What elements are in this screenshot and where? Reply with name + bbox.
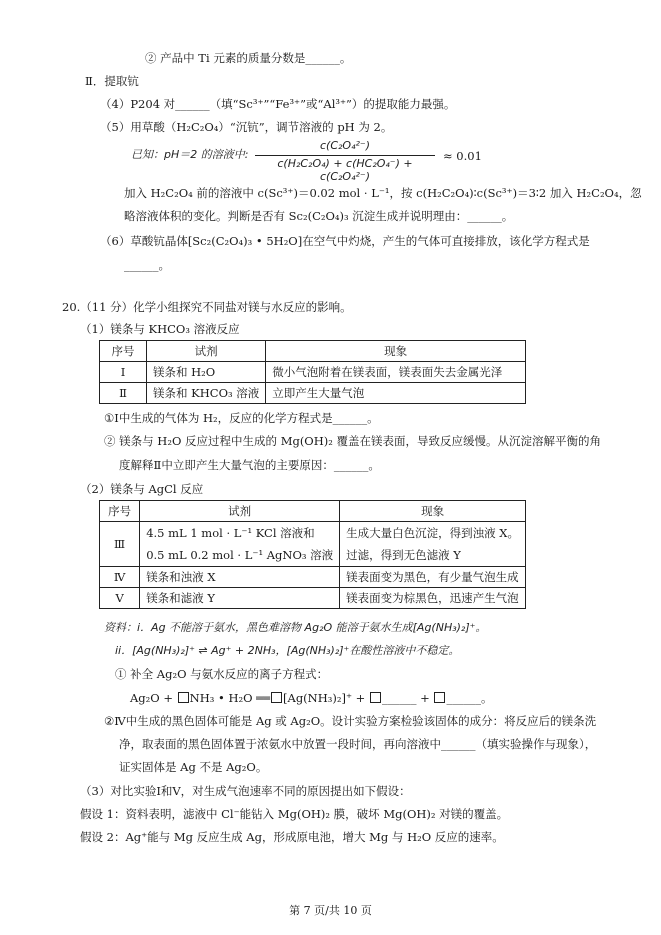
row-no: Ⅳ: [100, 567, 140, 588]
col-header-phenomenon: 现象: [340, 501, 526, 522]
q5-line-a: 加入 H₂C₂O₄ 前的溶液中 c(Sc³⁺)＝0.02 mol · L⁻¹，按 c(H₂C₂O₄)∶c(Sc³⁺)＝3∶2 加入 H₂C₂O₄，忽: [124, 186, 642, 200]
coefficient-box: [271, 692, 282, 703]
q5-line-b: 略溶液体积的变化。判断是否有 Sc₂(C₂O₄)₃ 沉淀生成并说明理由：______。: [124, 209, 514, 223]
table-row: [100, 567, 526, 588]
row-no: Ⅱ: [100, 383, 147, 404]
ionic-equation: [130, 690, 492, 706]
eq-part: ______。: [446, 691, 493, 705]
info-i: 资料：i．Ag 不能溶于氨水，黑色难溶物 Ag₂O 能溶于氨水生成[Ag(NH₃)₂]⁺。: [104, 621, 487, 634]
table-mg-agcl: [99, 500, 526, 609]
col-header-phenomenon: 现象: [266, 341, 526, 362]
p2-q2-line-a: ②Ⅳ中生成的黑色固体可能是 Ag 或 Ag₂O。设计实验方案检验该固体的成分：将反应后的镁条洗: [104, 714, 597, 728]
row-no: Ⅰ: [100, 362, 147, 383]
q-ti-mass-fraction: ② 产品中 Ti 元素的质量分数是______。: [145, 51, 352, 65]
reagent-line: 4.5 mL 1 mol · L⁻¹ KCl 溶液和: [146, 526, 315, 540]
q20-title: 20.（11 分）化学小组探究不同盐对镁与水反应的影响。: [62, 300, 352, 314]
row-phenomenon: 微小气泡附着在镁表面，镁表面失去金属光泽: [266, 362, 526, 383]
row-reagent: 镁条和浊液 X: [140, 567, 340, 588]
row-no: Ⅲ: [100, 522, 140, 567]
table-mg-khco3: [99, 340, 526, 404]
hypothesis-2: 假设 2：Ag⁺能与 Mg 反应生成 Ag，形成原电池，增大 Mg 与 H₂O 反应的速率。: [80, 830, 504, 844]
info-ii: ii．[Ag(NH₃)₂]⁺ ⇌ Ag⁺ + 2NH₃，[Ag(NH₃)₂]⁺在酸性溶液中不稳定。: [115, 644, 460, 657]
eq-part: NH₃ • H₂O ══: [189, 691, 271, 705]
hypothesis-1: 假设 1：资料表明，滤液中 Cl⁻能钻入 Mg(OH)₂ 膜，破坏 Mg(OH)₂ 对镁的覆盖。: [80, 807, 509, 821]
col-header-no: 序号: [100, 341, 147, 362]
p1-q2-line-b: 度解释Ⅱ中立即产生大量气泡的主要原因：______。: [119, 458, 380, 472]
row-phenomenon: 立即产生大量气泡: [266, 383, 526, 404]
coefficient-box: [178, 692, 189, 703]
q6-line-b: ______。: [124, 258, 170, 272]
phenomenon-line: 生成大量白色沉淀，得到浊液 X。: [346, 526, 519, 540]
row-no: Ⅴ: [100, 588, 140, 609]
col-header-reagent: 试剂: [140, 501, 340, 522]
p2-q1: ① 补全 Ag₂O 与氨水反应的离子方程式：: [115, 667, 329, 681]
row-reagent: 镁条和 KHCO₃ 溶液: [147, 383, 266, 404]
row-phenomenon: [340, 522, 526, 567]
p1-q1: ①Ⅰ中生成的气体为 H₂，反应的化学方程式是______。: [104, 411, 379, 425]
eq-part: Ag₂O +: [130, 691, 177, 705]
phenomenon-line: 过滤，得到无色滤液 Y: [346, 548, 461, 562]
p2-q2-line-c: 证实固体是 Ag 不是 Ag₂O。: [119, 760, 268, 774]
col-header-no: 序号: [100, 501, 140, 522]
approx-value: ≈ 0.01: [443, 149, 482, 163]
q4-text: （4）P204 对______（填“Sc³⁺”“Fe³⁺”或“Al³⁺”）的提取能力最强。: [100, 97, 456, 111]
eq-part: [Ag(NH₃)₂]⁺ +: [283, 691, 369, 705]
section-ii-title: Ⅱ．提取钪: [85, 74, 139, 88]
table-row: [100, 362, 526, 383]
coefficient-box: [370, 692, 381, 703]
fraction-bar: [255, 155, 435, 156]
q20-part3-title: （3）对比实验Ⅰ和Ⅴ，对生成气泡速率不同的原因提出如下假设：: [80, 784, 411, 798]
p1-q2-line-a: ② 镁条与 H₂O 反应过程中生成的 Mg(OH)₂ 覆盖在镁表面，导致反应缓慢。从沉淀溶解平衡的角: [104, 434, 602, 448]
row-reagent: [140, 522, 340, 567]
row-phenomenon: 镁表面变为黑色，有少量气泡生成: [340, 567, 526, 588]
table-row: [100, 588, 526, 609]
table-row: [100, 522, 526, 567]
q20-part2-title: （2）镁条与 AgCl 反应: [80, 482, 204, 496]
page-footer: 第 7 页/共 10 页: [289, 904, 372, 917]
table-row: [100, 383, 526, 404]
fraction-numerator: c(C₂O₄²⁻): [319, 139, 370, 152]
fraction-expression: [255, 139, 435, 183]
fraction-denominator: c(H₂C₂O₄) + c(HC₂O₄⁻) + c(C₂O₄²⁻): [277, 157, 413, 183]
q5-text: （5）用草酸（H₂C₂O₄）“沉钪”，调节溶液的 pH 为 2。: [100, 120, 393, 134]
p2-q2-line-b: 净，取表面的黑色固体置于浓氨水中放置一段时间，再向溶液中______（填实验操作与现象），: [119, 737, 597, 751]
col-header-reagent: 试剂: [147, 341, 266, 362]
row-reagent: 镁条和 H₂O: [147, 362, 266, 383]
given-label: 已知：pH＝2 的溶液中:: [131, 148, 249, 161]
coefficient-box: [434, 692, 445, 703]
table-header-row: [100, 341, 526, 362]
eq-part: ______ +: [381, 691, 434, 705]
q6-line-a: （6）草酸钪晶体[Sc₂(C₂O₄)₃ • 5H₂O]在空气中灼烧，产生的气体可直接排放，该化学方程式是: [100, 234, 590, 248]
row-phenomenon: 镁表面变为棕黑色，迅速产生气泡: [340, 588, 526, 609]
table-header-row: [100, 501, 526, 522]
q20-part1-title: （1）镁条与 KHCO₃ 溶液反应: [80, 322, 240, 336]
reagent-line: 0.5 mL 0.2 mol · L⁻¹ AgNO₃ 溶液: [146, 548, 334, 562]
row-reagent: 镁条和滤液 Y: [140, 588, 340, 609]
